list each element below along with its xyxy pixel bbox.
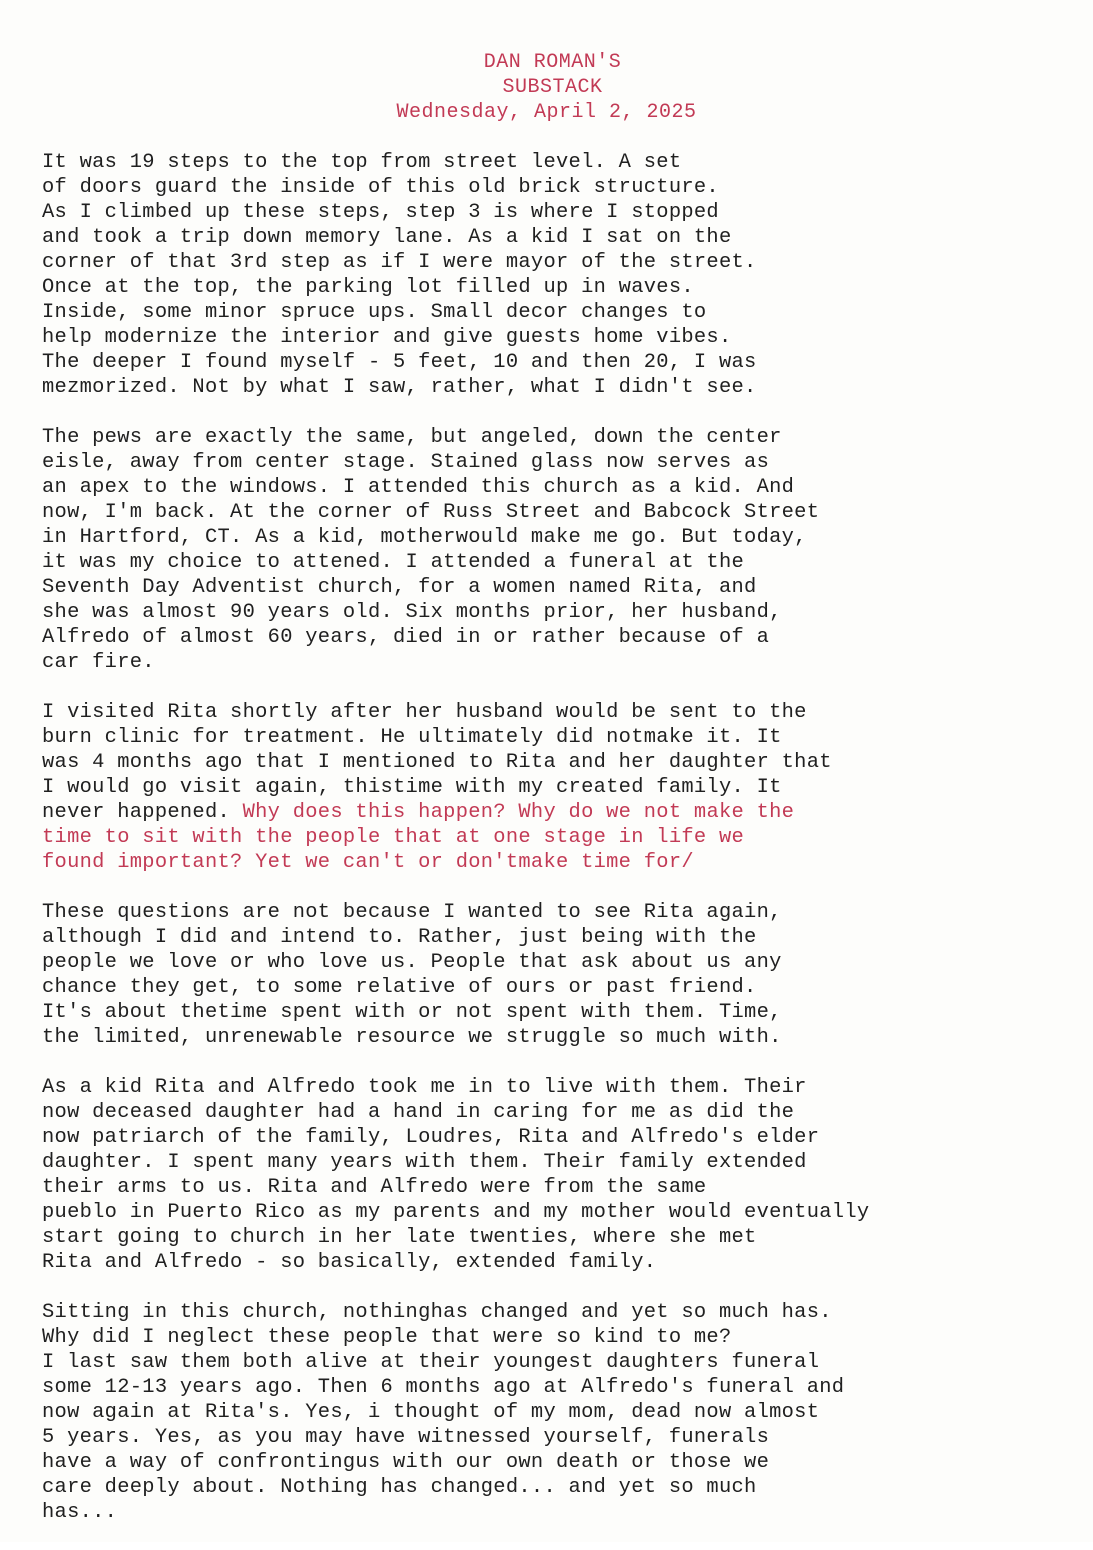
body-line: corner of that 3rd step as if I were mayor of the street. [42,251,757,274]
body-line: now, I'm back. At the corner of Russ Street and Babcock Street [42,501,820,524]
body-line: has... [42,1501,118,1524]
letter-body [42,150,1052,1550]
body-line: It was 19 steps to the top from street level. A set [42,151,682,174]
body-line: eisle, away from center stage. Stained glass now serves as [42,451,770,474]
body-line: Why did I neglect these people that were so kind to me? [42,1326,732,1349]
body-line: 5 years. Yes, as you may have witnessed yourself, funerals [42,1426,770,1449]
paragraph-3 [42,700,1052,875]
body-line: the limited, unrenewable resource we struggle so much with. [42,1026,782,1049]
paragraph-4 [42,900,1052,1050]
body-line: now patriarch of the family, Loudres, Rita and Alfredo's elder [42,1126,820,1149]
body-line: was 4 months ago that I mentioned to Rita and her daughter that [42,751,832,774]
body-line: an apex to the windows. I attended this church as a kid. And [42,476,795,499]
body-line: people we love or who love us. People that ask about us any [42,951,782,974]
body-line: although I did and intend to. Rather, just being with the [42,926,757,949]
body-line: have a way of confrontingus with our own death or those we [42,1451,770,1474]
paragraph-5 [42,1075,1052,1275]
body-line: of doors guard the inside of this old brick structure. [42,176,719,199]
body-line: Seventh Day Adventist church, for a women named Rita, and [42,576,757,599]
body-line: The pews are exactly the same, but angeled, down the center [42,426,782,449]
body-line: These questions are not because I wanted to see Rita again, [42,901,782,924]
body-line: The deeper I found myself - 5 feet, 10 and then 20, I was [42,351,757,374]
paragraph-2 [42,425,1052,675]
header-date: Wednesday, April 2, 2025 [396,101,697,124]
body-line: mezmorized. Not by what I saw, rather, what I didn't see. [42,376,757,399]
red-question-text: Why does this happen? Why do we not make the [242,801,795,824]
body-line: now again at Rita's. Yes, i thought of my mom, dead now almost [42,1401,820,1424]
body-line: I visited Rita shortly after her husband would be sent to the [42,701,807,724]
body-line: burn clinic for treatment. He ultimately did notmake it. It [42,726,782,749]
header-author: DAN ROMAN'S [483,51,622,74]
body-line: help modernize the interior and give guests home vibes. [42,326,732,349]
header-publication: SUBSTACK [502,76,603,99]
body-line: Alfredo of almost 60 years, died in or rather because of a [42,626,770,649]
red-question-line: time to sit with the people that at one stage in life we [42,826,745,849]
body-line-with-red-question [42,800,1052,825]
body-line: I would go visit again, thistime with my created family. It [42,776,782,799]
body-line: daughter. I spent many years with them. Their family extended [42,1151,807,1174]
body-line: care deeply about. Nothing has changed... and yet so much [42,1476,757,1499]
body-line: pueblo in Puerto Rico as my parents and my mother would eventually [42,1201,870,1224]
paragraph-6 [42,1300,1052,1525]
body-line: some 12-13 years ago. Then 6 months ago at Alfredo's funeral and [42,1376,845,1399]
body-line: Once at the top, the parking lot filled up in waves. [42,276,694,299]
body-line: Inside, some minor spruce ups. Small decor changes to [42,301,707,324]
body-line: I last saw them both alive at their youngest daughters funeral [42,1351,820,1374]
body-text: never happened. [42,801,243,824]
red-question-line: found important? Yet we can't or don'tmake time for/ [42,851,694,874]
body-line: As I climbed up these steps, step 3 is where I stopped [42,201,719,224]
body-line: It's about thetime spent with or not spent with them. Time, [42,1001,782,1024]
body-line: she was almost 90 years old. Six months prior, her husband, [42,601,782,624]
body-line: in Hartford, CT. As a kid, motherwould make me go. But today, [42,526,807,549]
page-header [0,50,1093,125]
paragraph-1 [42,150,1052,400]
body-line: now deceased daughter had a hand in caring for me as did the [42,1101,795,1124]
body-line: start going to church in her late twenties, where she met [42,1226,757,1249]
body-line: it was my choice to attened. I attended a funeral at the [42,551,745,574]
body-line: As a kid Rita and Alfredo took me in to live with them. Their [42,1076,807,1099]
body-line: Sitting in this church, nothinghas changed and yet so much has. [42,1301,832,1324]
body-line: and took a trip down memory lane. As a kid I sat on the [42,226,732,249]
body-line: chance they get, to some relative of ours or past friend. [42,976,757,999]
body-line: car fire. [42,651,155,674]
body-line: Rita and Alfredo - so basically, extended family. [42,1251,657,1274]
body-line: their arms to us. Rita and Alfredo were from the same [42,1176,707,1199]
